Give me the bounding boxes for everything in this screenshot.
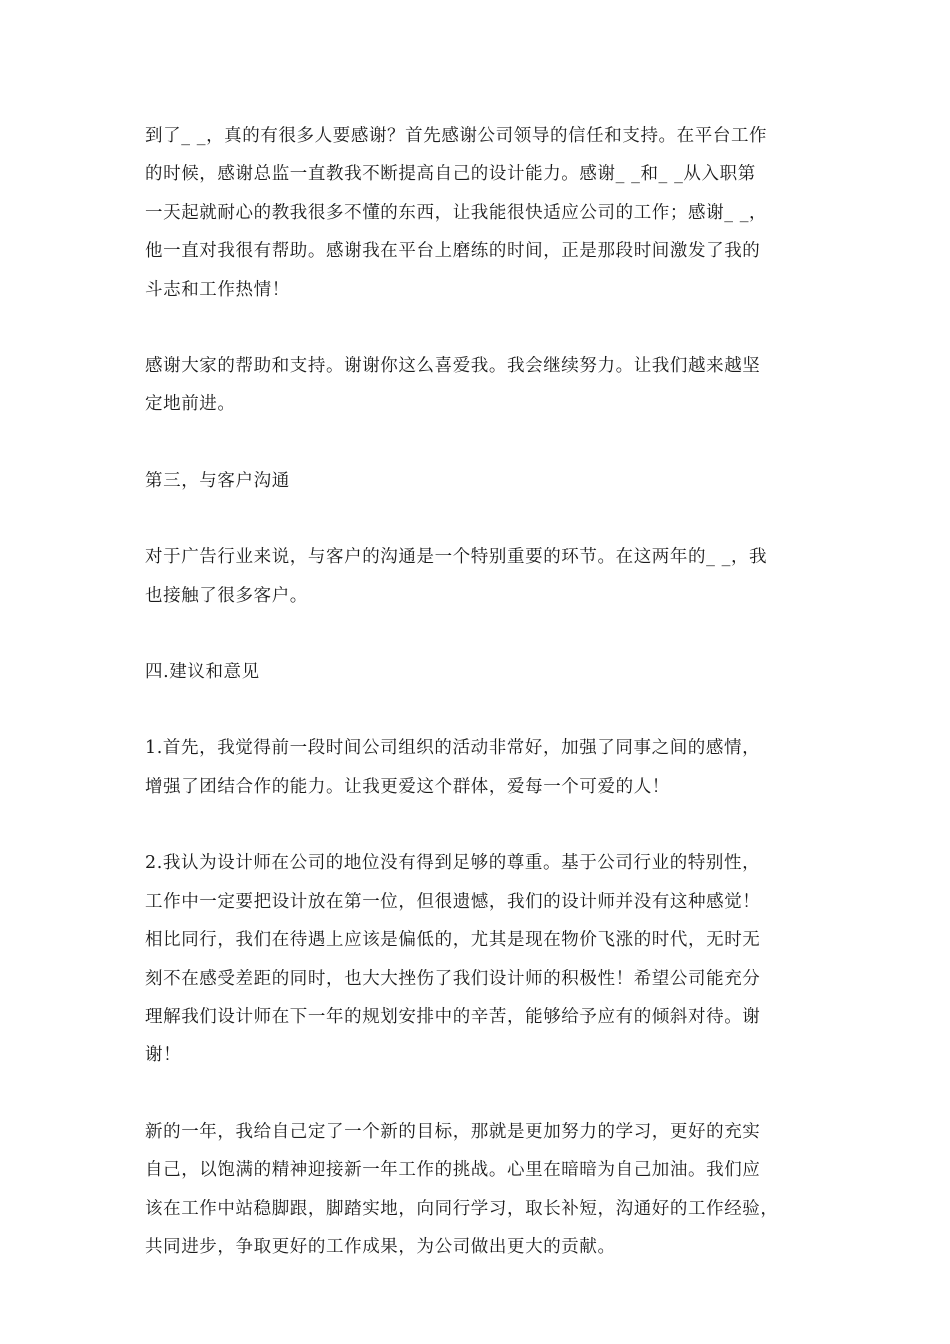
section-heading-customer-communication (145, 462, 817, 500)
paragraph-suggestion-1 (145, 729, 817, 806)
section-heading-suggestions (145, 653, 817, 691)
text-line: 到了_ _，真的有很多人要感谢？首先感谢公司领导的信任和支持。在平台工作 (145, 126, 768, 146)
paragraph-customer-communication (145, 538, 817, 615)
text-line: 增强了团结合作的能力。让我更爱这个群体，爱每一个可爱的人！ (145, 776, 670, 797)
text-line: 1.首先，我觉得前一段时间公司组织的活动非常好，加强了同事之间的感情， (145, 738, 761, 759)
paragraph-gratitude (145, 347, 817, 424)
text-line: 也接触了很多客户。 (145, 585, 308, 606)
paragraph-new-year-goals (145, 1113, 817, 1267)
paragraph-thanks (145, 117, 817, 309)
text-line: 对于广告行业来说，与客户的沟通是一个特别重要的环节。在这两年的_ _，我 (145, 547, 768, 568)
paragraph-suggestion-2 (145, 844, 817, 1074)
text-line: 感谢大家的帮助和支持。谢谢你这么喜爱我。我会继续努力。让我们越来越坚 (145, 356, 761, 377)
text-line: 工作中一定要把设计放在第一位，但很遗憾，我们的设计师并没有这种感觉！ (145, 891, 761, 912)
text-line: 斗志和工作热情！ (145, 279, 290, 300)
text-line: 他一直对我很有帮助。感谢我在平台上磨练的时间，正是那段时间激发了我的 (145, 241, 761, 262)
text-line: 刻不在感受差距的同时，也大大挫伤了我们设计师的积极性！希望公司能充分 (145, 968, 761, 989)
text-line: 的时候，感谢总监一直教我不断提高自己的设计能力。感谢_ _和_ _从入职第 (145, 164, 756, 185)
text-line: 2.我认为设计师在公司的地位没有得到足够的尊重。基于公司行业的特别性， (145, 853, 761, 874)
text-line: 一天起就耐心的教我很多不懂的东西，让我能很快适应公司的工作；感谢_ _， (145, 202, 768, 223)
heading-line: 四.建议和意见 (145, 662, 260, 683)
text-line: 谢！ (145, 1045, 182, 1066)
text-line: 新的一年，我给自己定了一个新的目标，那就是更加努力的学习，更好的充实 (145, 1121, 761, 1142)
text-line: 定地前进。 (145, 394, 236, 415)
text-line: 理解我们设计师在下一年的规划安排中的辛苦，能够给予应有的倾斜对待。谢 (145, 1006, 761, 1027)
text-line: 自己，以饱满的精神迎接新一年工作的挑战。心里在暗暗为自己加油。我们应 (145, 1160, 761, 1181)
text-line: 相比同行，我们在待遇上应该是偏低的，尤其是现在物价飞涨的时代，无时无 (145, 930, 761, 951)
text-line: 共同进步，争取更好的工作成果，为公司做出更大的贡献。 (145, 1236, 616, 1257)
document-body (145, 117, 817, 1304)
text-line: 该在工作中站稳脚跟，脚踏实地，向同行学习，取长补短，沟通好的工作经验， (145, 1198, 779, 1219)
heading-line: 第三，与客户沟通 (145, 470, 290, 491)
